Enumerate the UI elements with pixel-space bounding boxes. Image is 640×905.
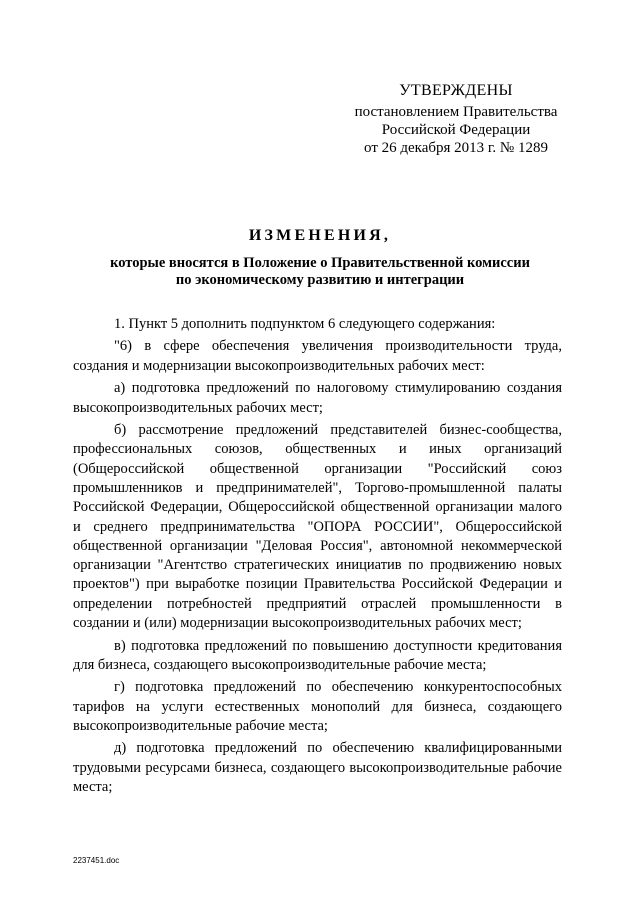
paragraph-subitem-b: б) рассмотрение предложений представителей бизнес-сообщества, профессиональных союзов, общественных и иных организаций (Общероссийской общественной организации "Российский союз промышленников и предпринимателей", Торгово-промышленной палаты Российской Федерации, Общероссийской общественной организации малого и среднего предпринимательства "ОПОРА РОССИИ", Общероссийской общественной организации "Деловая Россия", автономной некоммерческой организации "Агентство стратегических инициатив по продвижению новых проектов") при выработке позиции Правительства Российской Федерации и определении потребностей предприятий отраслей промышленности в создании и (или) модернизации высокопроизводительных рабочих мест; xyxy=(73,422,562,632)
document-subtitle-line-1: которые вносятся в Положение о Правительственной комиссии xyxy=(110,255,530,271)
paragraph-item-1: 1. Пункт 5 дополнить подпунктом 6 следующего содержания: xyxy=(114,316,496,332)
paragraph-subitem-a: а) подготовка предложений по налоговому стимулированию создания высокопроизводительных рабочих мест; xyxy=(73,380,562,416)
paragraph-subitem-d: д) подготовка предложений по обеспечению квалифицированными трудовыми ресурсами бизнеса, создающего высокопроизводительные рабочие места; xyxy=(73,740,562,795)
paragraph-subitem-g: г) подготовка предложений по обеспечению конкурентоспособных тарифов на услуги естественных монополий для бизнеса, создающего высокопроизводительные рабочие места; xyxy=(73,679,562,734)
approval-line-date-number: от 26 декабря 2013 г. № 1289 xyxy=(364,140,548,156)
document-title: ИЗМЕНЕНИЯ, xyxy=(248,227,392,244)
paragraph-subitem-6: "6) в сфере обеспечения увеличения производительности труда, создания и модернизации высокопроизводительных рабочих мест: xyxy=(73,338,562,374)
approval-block xyxy=(336,82,576,157)
approval-title: УТВЕРЖДЕНЫ xyxy=(399,82,513,99)
document-body xyxy=(73,315,562,800)
approval-line-resolution: постановлением Правительства xyxy=(354,104,558,120)
document-heading xyxy=(60,226,580,289)
document-subtitle-line-2: по экономическому развитию и интеграции xyxy=(175,272,465,288)
approval-line-government: Российской Федерации xyxy=(381,122,531,138)
footer-file-code: 2237451.doc xyxy=(73,856,120,865)
paragraph-subitem-v: в) подготовка предложений по повышению доступности кредитования для бизнеса, создающего высокопроизводительные рабочие места; xyxy=(73,637,562,673)
